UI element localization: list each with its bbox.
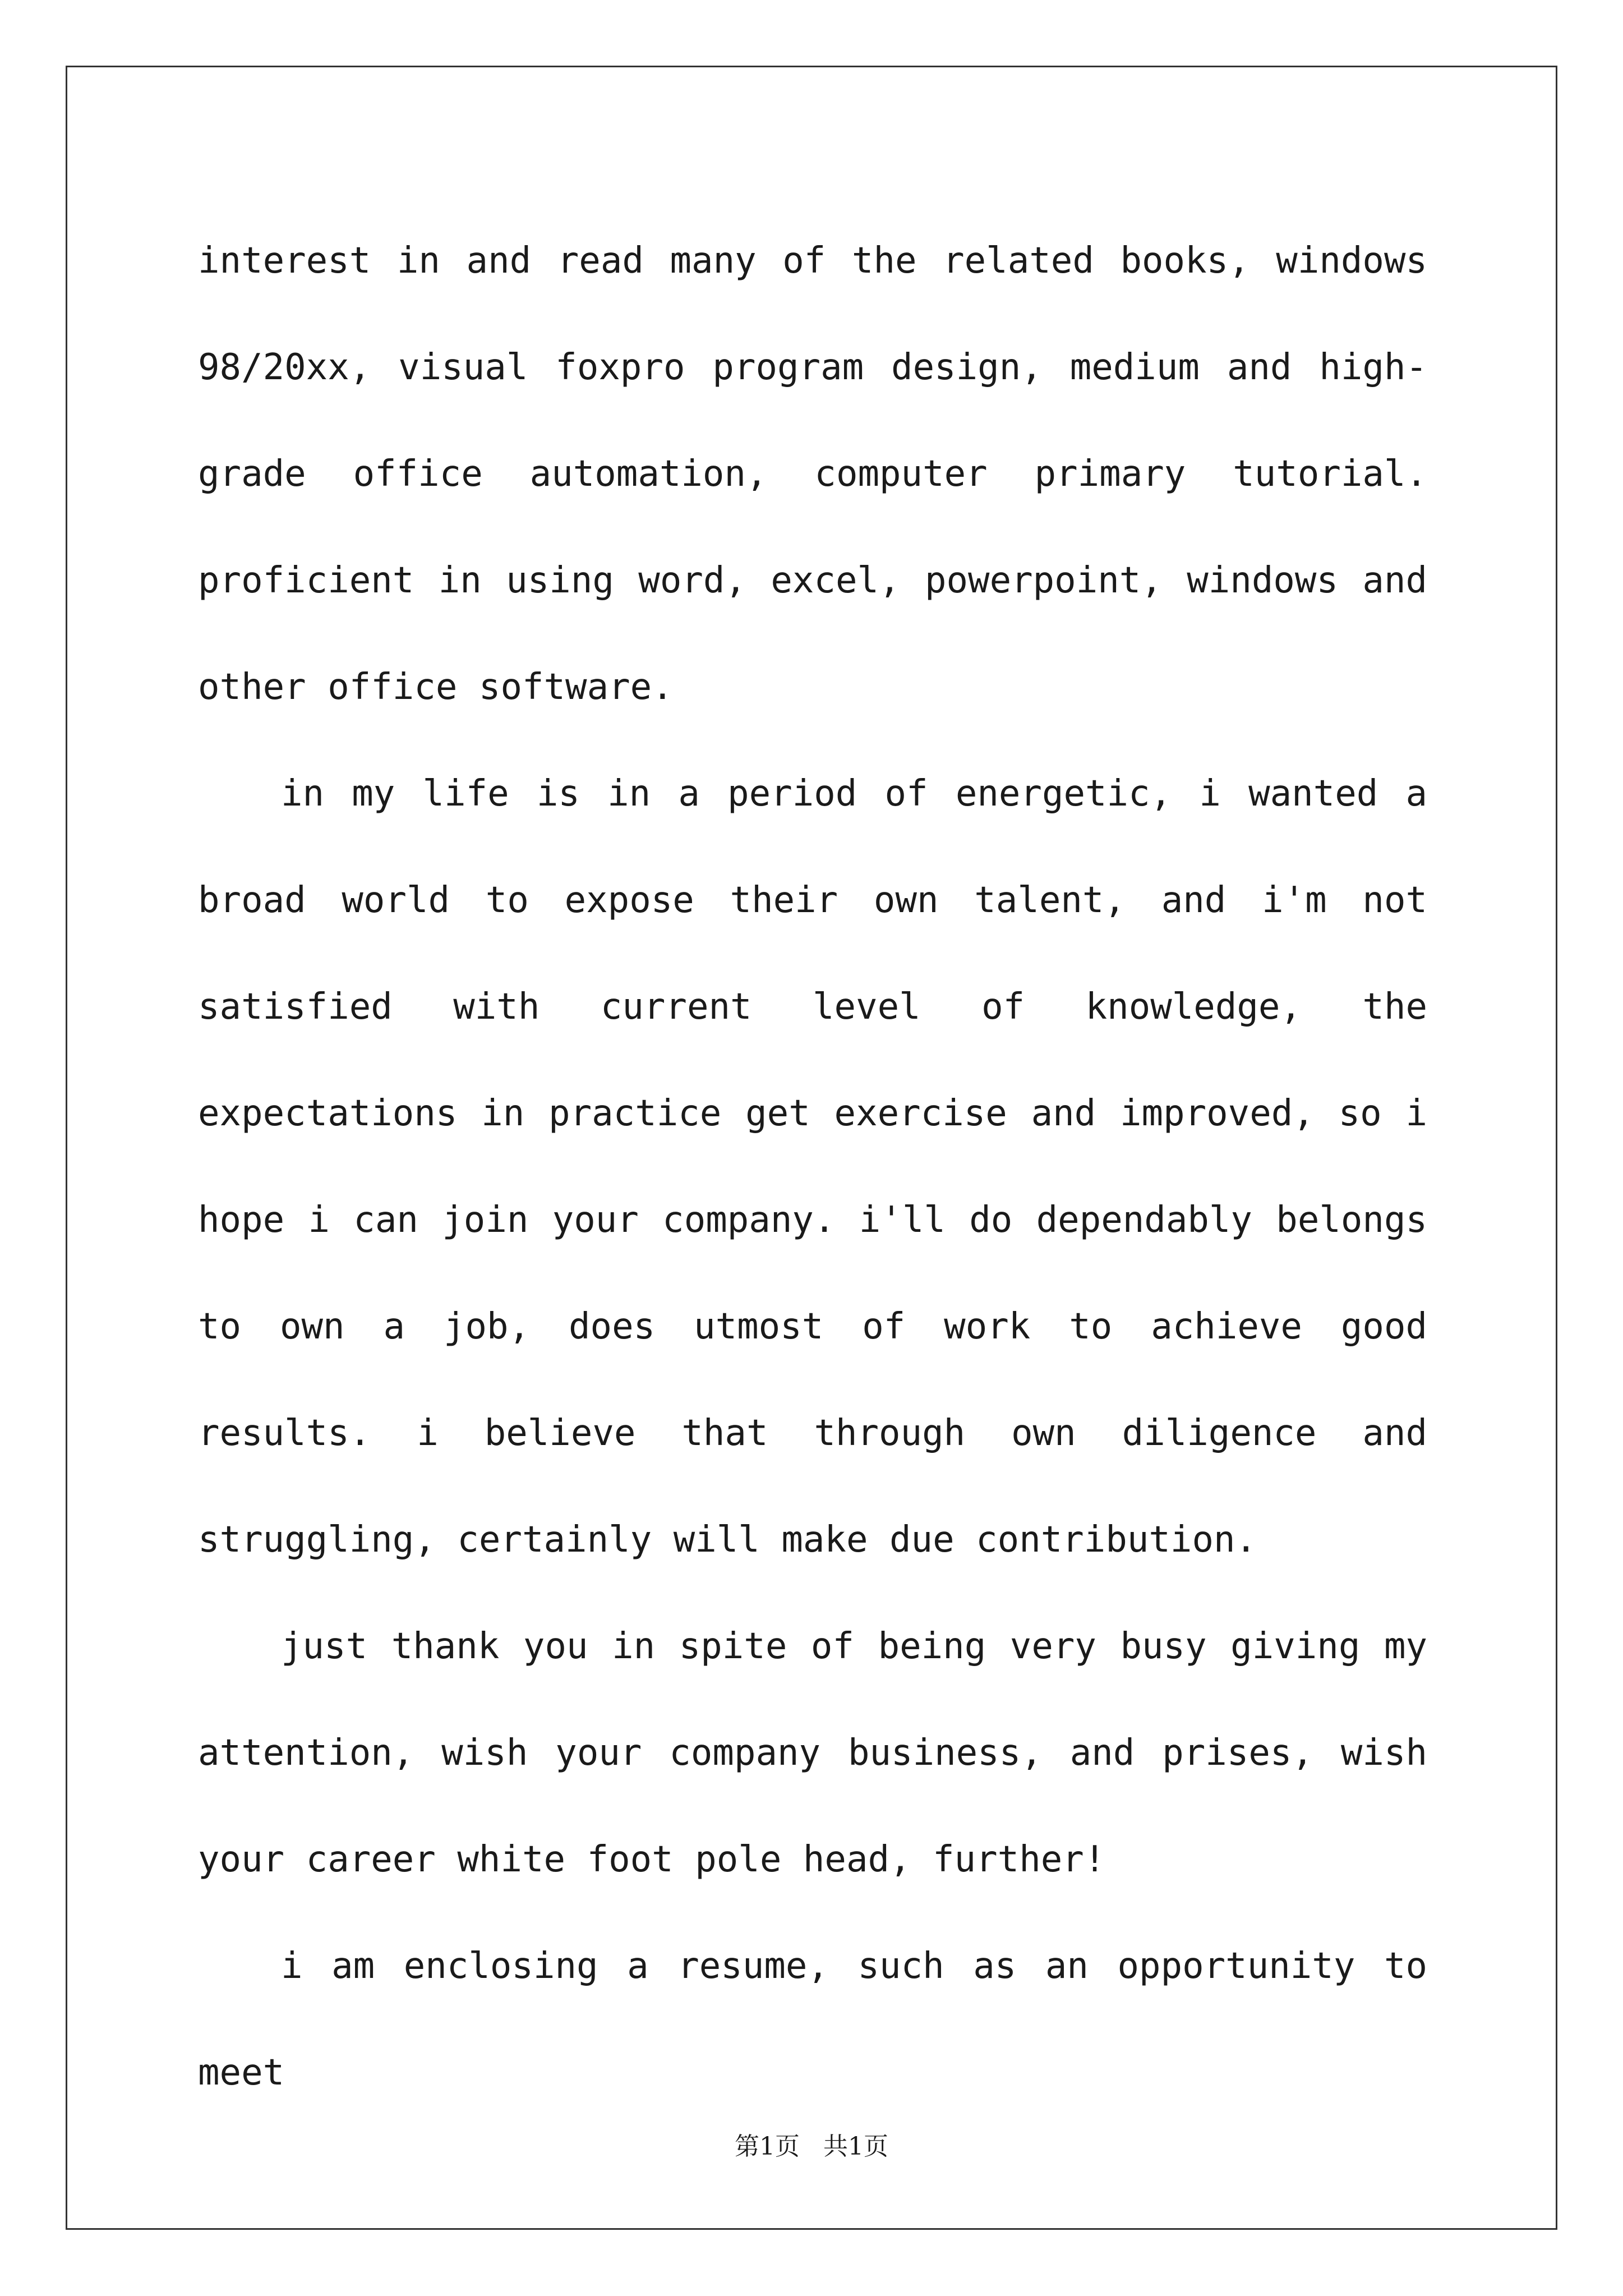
paragraph-thanks: just thank you in spite of being very busy giving my attention, wish your company business, and prises, wish your career white foot pole head, further! bbox=[198, 1626, 1427, 1880]
paragraph-resume-enclosed: i am enclosing a resume, such as an opportunity to meet bbox=[198, 1945, 1427, 2093]
paragraph-motivation: in my life is in a period of energetic, i wanted a broad world to expose their own talent, and i'm not satisfied with current level of knowledge, the expectations in practice get exercise and improved, so i hope i can join your company. i'll do dependably belongs to own a job, does utmost of work to achieve good results. i believe that through own diligence and struggling, certainly will make due contribution. bbox=[198, 773, 1427, 1561]
paragraph-computer-skills: interest in and read many of the related books, windows 98/20xx, visual foxpro program design, medium and high-grade office automation, computer primary tutorial. proficient in using word, excel, powerpoint, windows and other office software. bbox=[198, 240, 1427, 708]
page-number-footer: 第1页 共1页 bbox=[735, 2132, 888, 2161]
document-body bbox=[198, 208, 1427, 2126]
